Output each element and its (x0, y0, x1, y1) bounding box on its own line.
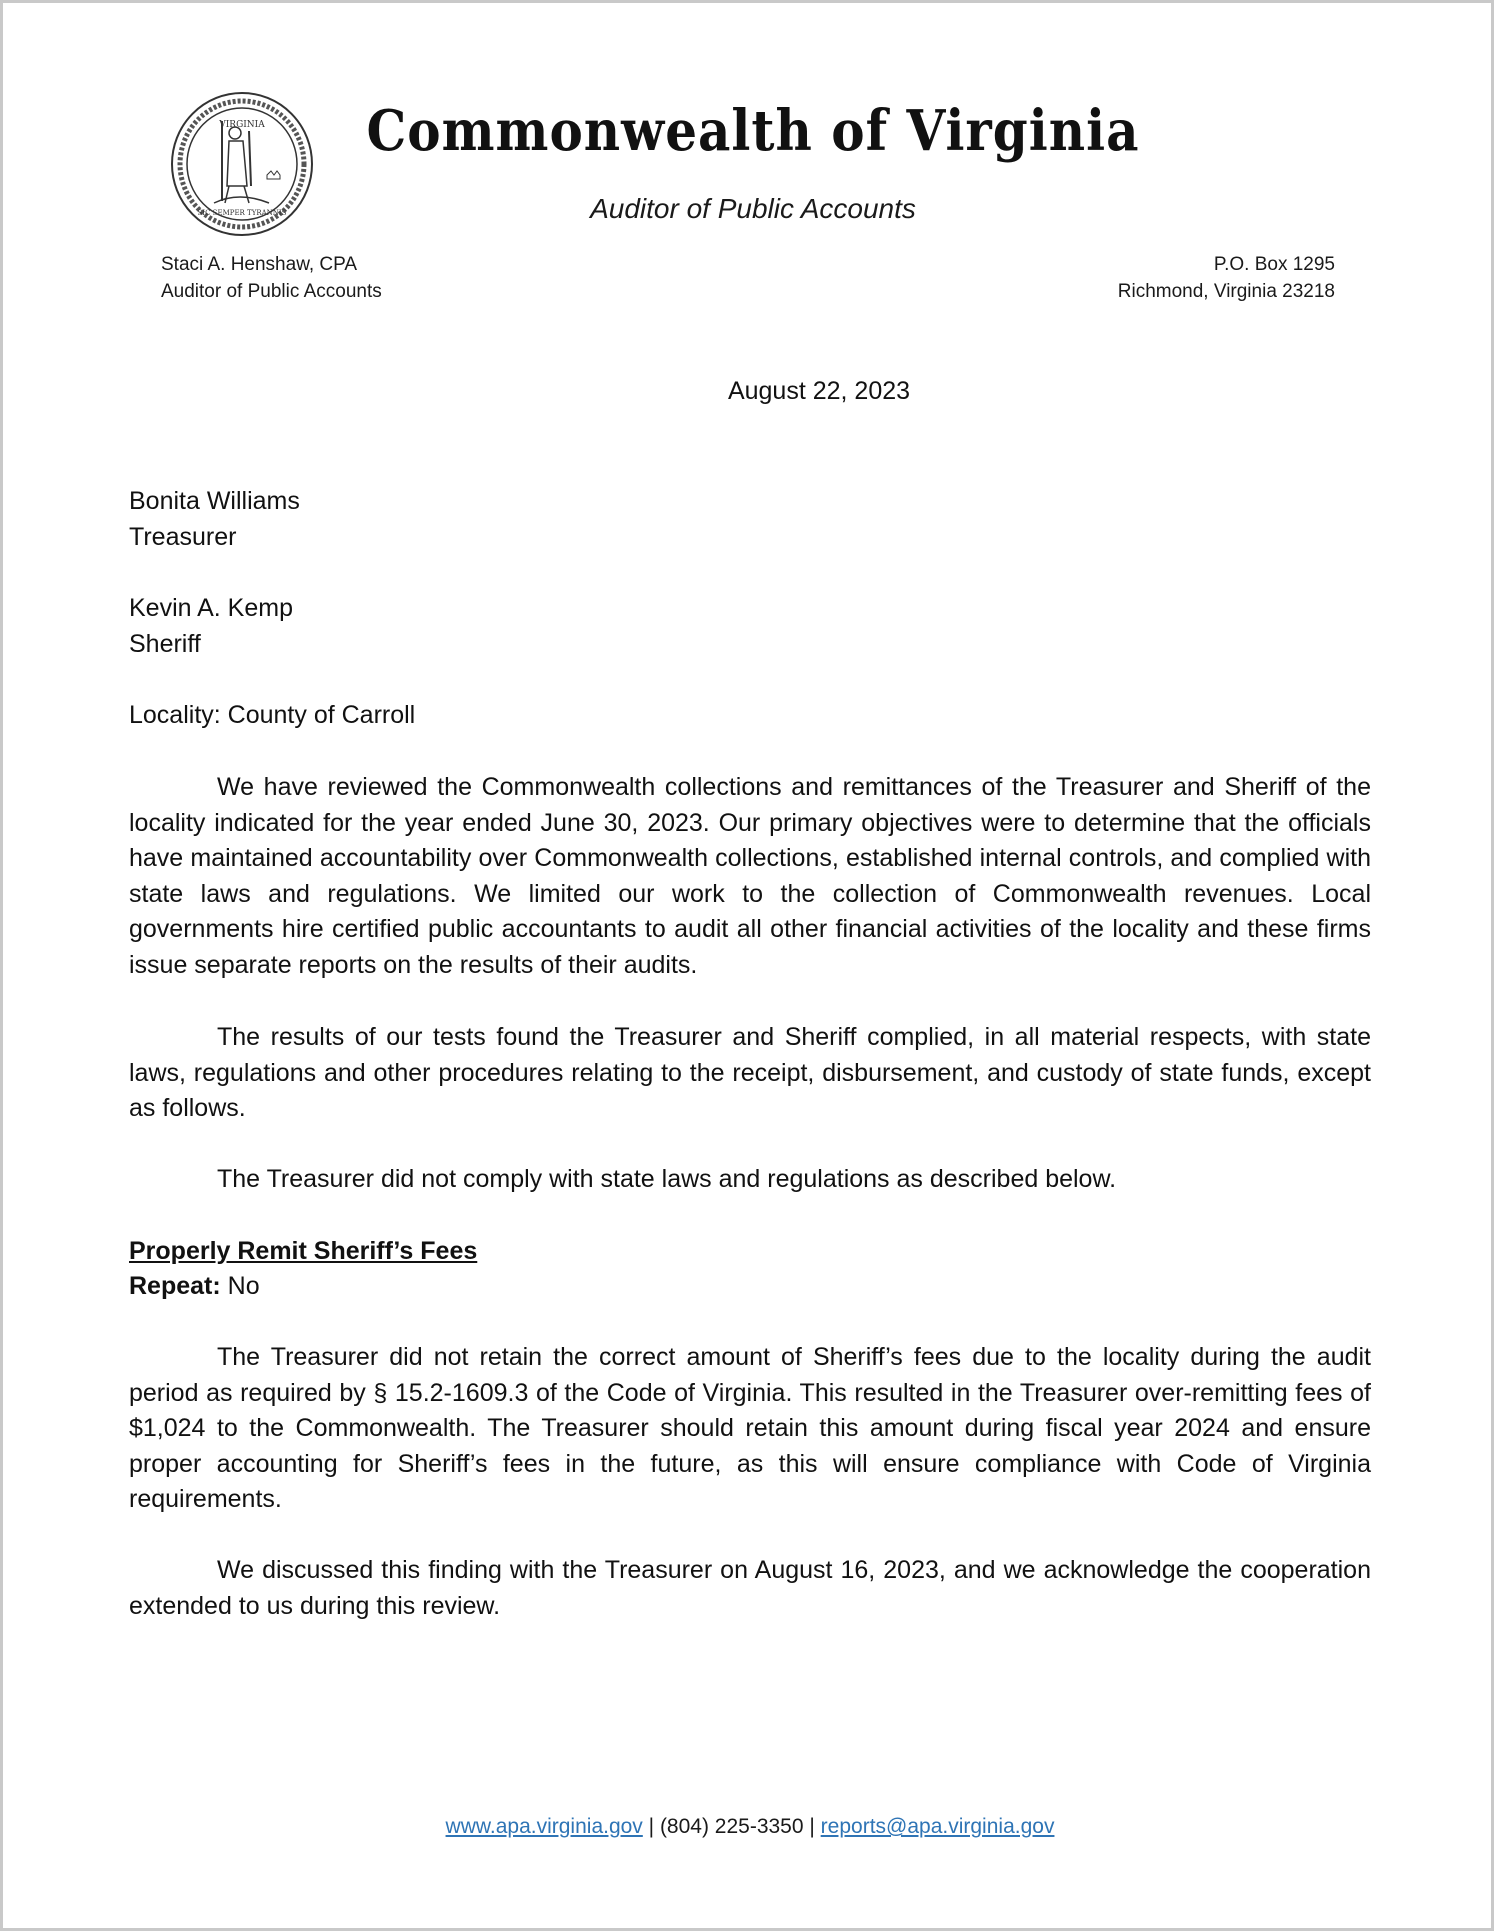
locality-line: Locality: County of Carroll (129, 701, 416, 729)
phone-number: (804) 225-3350 (659, 1815, 804, 1838)
recipient-name: Kevin A. Kemp (129, 594, 293, 622)
repeat-value: No (220, 1272, 260, 1300)
paragraph-results: The results of our tests found the Treasurer and Sheriff complied, in all material respects, with state laws, regulations and other procedures relating to the receipt, disbursement, and custody of state funds, except as follows. (129, 1023, 1371, 1123)
auditor-name-block (161, 251, 382, 305)
paragraph-noncompliance: The Treasurer did not comply with state laws and regulations as described below. (217, 1165, 1117, 1193)
finding-heading (129, 1234, 1371, 1270)
repeat-line (129, 1269, 1371, 1305)
auditor-title: Auditor of Public Accounts (161, 281, 382, 302)
repeat-label: Repeat: (129, 1272, 221, 1300)
paragraph-scope: We have reviewed the Commonwealth collections and remittances of the Treasurer and Sheriff of the locality indicated for the year ended June 30, 2023. Our primary objectives were to determine that the officials have maintained accountability over Commonwealth collections, established internal controls, and complied with state laws and regulations. We limited our work to the collection of Commonwealth revenues. Local governments hire certified public accountants to audit all other financial activities of the locality and these firms issue separate reports on the results of their audits. (129, 773, 1371, 979)
recipient-block-2 (129, 591, 1371, 662)
finding-title: Properly Remit Sheriff’s Fees (129, 1237, 478, 1265)
svg-text:SIC SEMPER TYRANNIS: SIC SEMPER TYRANNIS (197, 209, 287, 217)
footer-separator: | (642, 1815, 660, 1838)
recipient-title: Treasurer (129, 522, 237, 551)
mailing-address-block (1118, 251, 1335, 305)
paragraph-closing: We discussed this finding with the Treasurer on August 16, 2023, and we acknowledge the cooperation extended to us during this review. (129, 1556, 1371, 1620)
footer-separator: | (803, 1815, 821, 1838)
city-state-zip: Richmond, Virginia 23218 (1117, 281, 1335, 302)
auditor-name: Staci A. Henshaw, CPA (161, 254, 358, 275)
email-link[interactable]: reports@apa.virginia.gov (820, 1815, 1055, 1838)
letter-date: August 22, 2023 (727, 377, 911, 405)
website-link[interactable]: www.apa.virginia.gov (445, 1815, 643, 1838)
footer-contact (3, 1815, 1494, 1839)
recipient-block-1 (129, 484, 1371, 555)
recipient-name: Bonita Williams (129, 487, 300, 515)
letterhead-subtitle: Auditor of Public Accounts (590, 193, 916, 224)
svg-text:VIRGINIA: VIRGINIA (219, 120, 265, 130)
recipient-title: Sheriff (129, 629, 201, 658)
letterhead-title: Commonwealth of Virginia (366, 97, 1140, 164)
po-box: P.O. Box 1295 (1213, 254, 1335, 275)
paragraph-finding: The Treasurer did not retain the correct amount of Sheriff’s fees due to the locality during the audit period as required by § 15.2-1609.3 of the Code of Virginia. This resulted in the Treasurer over-remitting fees of $1,024 to the Commonwealth. The Treasurer should retain this amount during fiscal year 2024 and ensure proper accounting for Sheriff’s fees in the future, as this will ensure compliance with Code of Virginia requirements. (129, 1343, 1371, 1514)
virginia-state-seal-icon (169, 91, 315, 237)
